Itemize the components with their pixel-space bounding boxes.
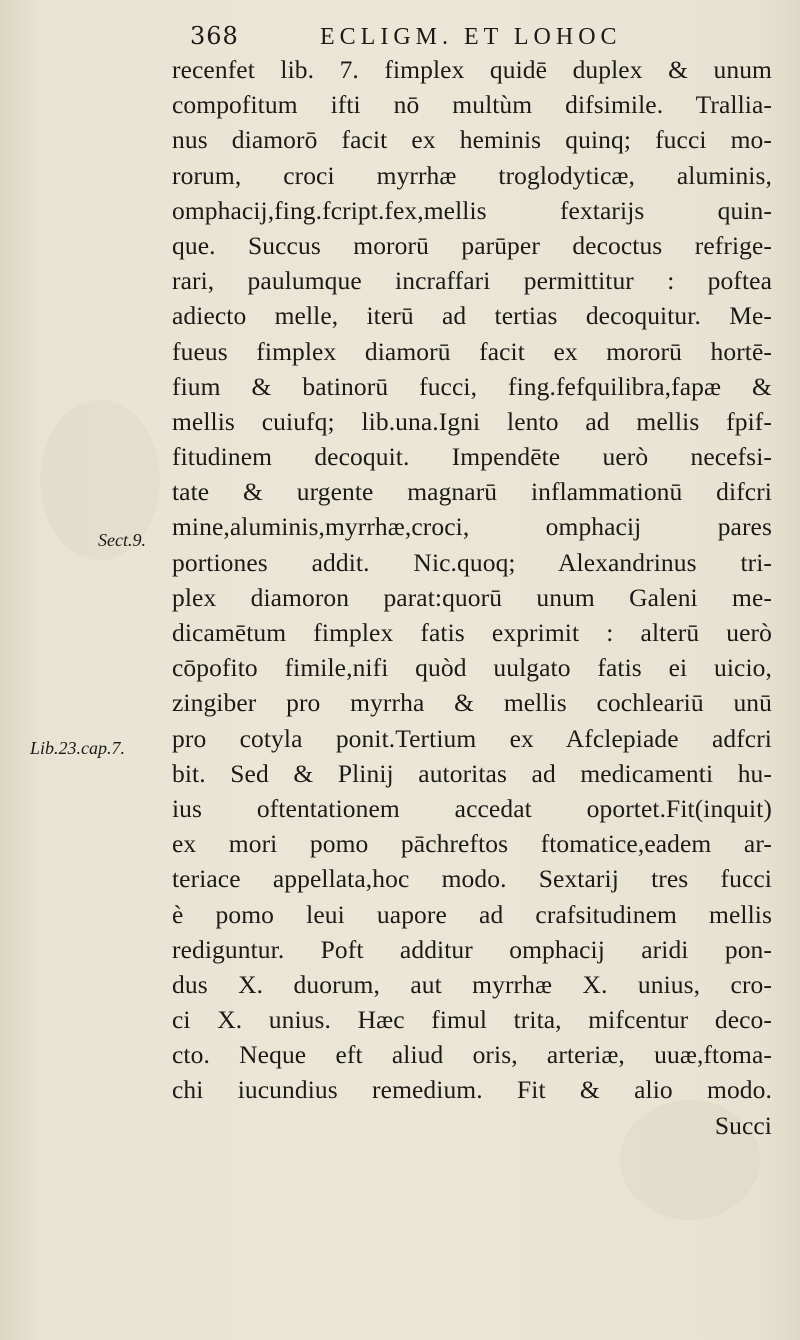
text-line: que. Succus mororū parūper decoctus refrige-: [172, 230, 772, 260]
text-line: chi iucundius remedium. Fit & alio modo.: [172, 1075, 772, 1105]
text-line: rediguntur. Poft additur omphacij aridi pon-: [172, 934, 772, 964]
text-line: recenfet lib. 7. fimplex quidē duplex & unum: [172, 55, 772, 84]
text-line: ex mori pomo pāchreftos ftomatice,eadem ar-: [172, 829, 772, 859]
margin-note-sect: Sect.9.: [98, 530, 146, 550]
margin-note-lib: Lib.23.cap.7.: [30, 738, 126, 758]
text-line: zingiber pro myrrha & mellis cochleariū unū: [172, 688, 772, 718]
text-line: fueus fimplex diamorū facit ex mororū hortē-: [172, 336, 772, 366]
text-line: omphacij,fing.fcript.fex,mellis fextarijs quin-: [172, 195, 772, 225]
text-line: tate & urgente magnarū inflammationū difcri: [172, 477, 772, 507]
text-line: dus X. duorum, aut myrrhæ X. unius, cro-: [172, 969, 772, 999]
catchword-line: [172, 1108, 772, 1143]
text-line: portiones addit. Nic.quoq; Alexandrinus tri-: [172, 547, 772, 577]
catchword: Succi: [714, 1110, 772, 1140]
text-line: nus diamorō facit ex heminis quinq; fucci mo-: [172, 125, 772, 155]
text-line: rari, paulumque incraffari permittitur : poftea: [172, 266, 772, 296]
text-line: rorum, croci myrrhæ troglodyticæ, aluminis,: [172, 160, 772, 190]
text-line: è pomo leui uapore ad crafsitudinem mellis: [172, 899, 772, 929]
text-line: bit. Sed & Plinij autoritas ad medicamenti hu-: [172, 758, 772, 788]
page-header: [190, 18, 750, 54]
text-line: plex diamoron parat:quorū unum Galeni me-: [172, 582, 772, 612]
body-text: [172, 52, 772, 1143]
text-line: adiecto melle, iterū ad tertias decoquitur. Me-: [172, 301, 772, 331]
text-line: ci X. unius. Hæc fimul trita, mifcentur deco-: [172, 1005, 772, 1035]
text-line: cōpofito fimile,nifi quòd uulgato fatis ei uicio,: [172, 653, 772, 683]
text-line: ius oftentationem accedat oportet.Fit(inquit): [172, 793, 772, 823]
text-line: fitudinem decoquit. Impendēte uerò necefsi-: [172, 442, 772, 472]
text-line: fium & batinorū fucci, fing.fefquilibra,fapæ &: [172, 371, 772, 401]
running-head: ECLIGM. ET LOHOC: [320, 24, 622, 50]
page-number: 368: [190, 22, 239, 50]
text-line: pro cotyla ponit.Tertium ex Afclepiade adfcri: [172, 723, 772, 753]
text-line: cto. Neque eft aliud oris, arteriæ, uuæ,ftoma-: [172, 1040, 772, 1070]
text-line: mine,aluminis,myrrhæ,croci, omphacij pares: [172, 512, 772, 542]
text-line: teriace appellata,hoc modo. Sextarij tres fucci: [172, 864, 772, 894]
text-line: compofitum ifti nō multùm difsimile. Trallia-: [172, 90, 772, 120]
text-line: mellis cuiufq; lib.una.Igni lento ad mellis fpif-: [172, 406, 772, 436]
text-line: dicamētum fimplex fatis exprimit : alterū uerò: [172, 618, 772, 647]
